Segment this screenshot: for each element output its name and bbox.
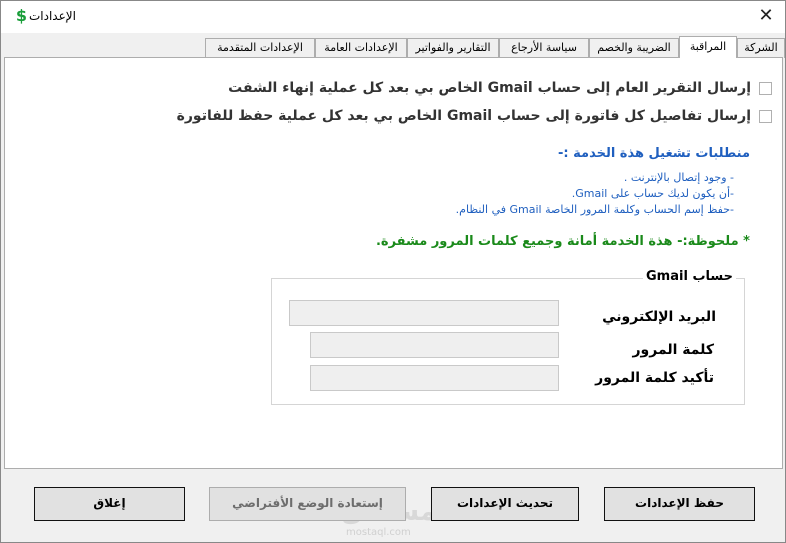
dollar-app-icon: $ [15, 6, 27, 25]
option-send-invoice-details[interactable] [177, 108, 772, 124]
save-settings-button[interactable]: حفظ الإعدادات [604, 487, 755, 521]
tab-tax-discount[interactable]: الضريبة والخصم [589, 38, 679, 58]
invoice-details-label: إرسال تفاصيل كل فاتورة إلى حساب Gmail الخاص بي بعد كل عملية حفظ للفاتورة [176, 108, 751, 124]
shift-report-label: إرسال التقرير العام إلى حساب Gmail الخاص بي بعد كل عملية إنهاء الشفت [228, 80, 751, 96]
requirement-item: - وجود إتصال بالإنترنت . [623, 171, 734, 184]
tab-general-settings[interactable]: الإعدادات العامة [315, 38, 407, 58]
monitoring-panel [4, 57, 783, 469]
email-label: البريد الإلكتروني [602, 309, 716, 325]
option-send-shift-report[interactable] [228, 80, 772, 96]
mostaql-watermark-url: mostaql.com [346, 527, 411, 538]
gmail-group-title: حساب Gmail [643, 269, 736, 284]
tab-advanced-settings[interactable]: الإعدادات المتقدمة [205, 38, 315, 58]
tab-monitoring[interactable]: المراقبة [679, 36, 737, 58]
security-note: * ملحوظة:- هذة الخدمة أمانة وجميع كلمات المرور مشفرة. [375, 234, 750, 249]
password-label: كلمة المرور [632, 342, 714, 358]
requirement-item: -أن يكون لديك حساب على Gmail. [571, 187, 734, 200]
close-button[interactable]: إغلاق [34, 487, 185, 521]
requirements-title: منطلبات تشغيل هذة الخدمة :- [558, 146, 750, 161]
email-field[interactable] [289, 300, 559, 326]
tab-return-policy[interactable]: سياسة الأرجاع [499, 38, 589, 58]
gmail-account-group [271, 269, 745, 405]
tab-strip [191, 36, 785, 58]
close-window-button[interactable]: ✕ [758, 5, 774, 26]
title-bar [1, 1, 785, 33]
shift-report-checkbox[interactable] [759, 82, 772, 95]
requirement-item: -حفظ إسم الحساب وكلمة المرور الخاصة Gmail في النظام. [455, 203, 734, 216]
tab-reports-invoices[interactable]: التقارير والفواتير [407, 38, 499, 58]
restore-defaults-button[interactable]: إستعادة الوضع الأفتراضي [209, 487, 406, 521]
invoice-details-checkbox[interactable] [759, 110, 772, 123]
window-title: الإعدادات [29, 9, 76, 23]
confirm-password-label: تأكيد كلمة المرور [595, 370, 714, 386]
password-field[interactable] [310, 332, 559, 358]
confirm-password-field[interactable] [310, 365, 559, 391]
update-settings-button[interactable]: تحديث الإعدادات [431, 487, 579, 521]
tab-company[interactable]: الشركة [737, 38, 785, 58]
